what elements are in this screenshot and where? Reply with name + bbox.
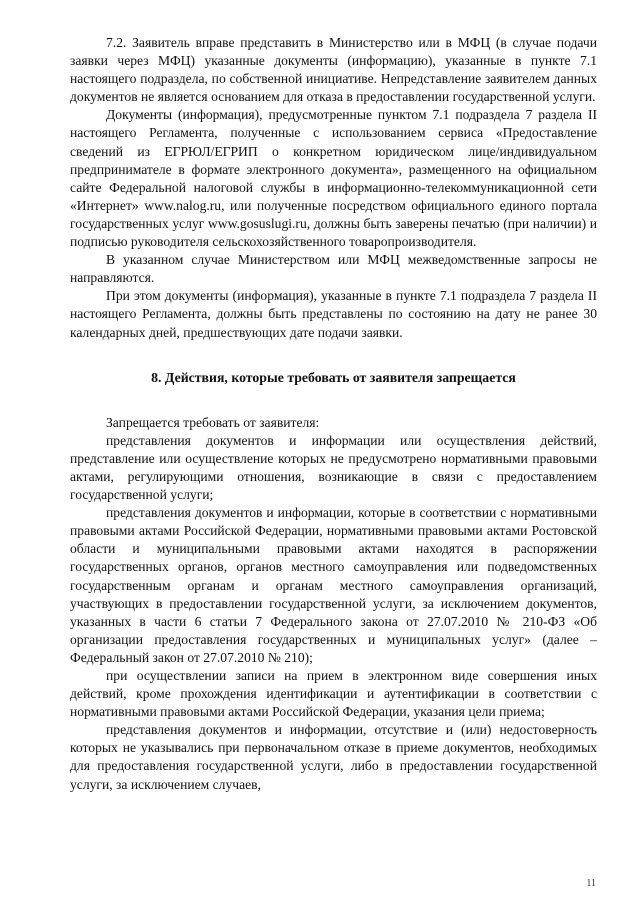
section-8-heading: 8. Действия, которые требовать от заявителя запрещается bbox=[151, 369, 516, 385]
document-body bbox=[70, 34, 597, 794]
paragraph-no-requests: В указанном случае Министерством или МФЦ межведомственные запросы не направляются. bbox=[70, 252, 597, 286]
paragraph-prohibited-item-1: представления документов и информации или осуществления действий, представление или осуществление которых не предусмотрено нормативными правовыми актами, регулирующими отношения, возникающие в связи с предоставлением государственной услуги; bbox=[70, 432, 597, 503]
paragraph-prohibited-item-4: представления документов и информации, отсутствие и (или) недостоверность которых не указывались при первоначальном отказе в приеме документов, необходимых для предоставления государственной услуги, либо в предоставлении государственной услуги, за исключением случаев, bbox=[70, 722, 597, 792]
paragraph-egrul-documents: Документы (информация), предусмотренные пунктом 7.1 подраздела 7 раздела II настоящего Регламента, полученные с использованием сервиса «Предоставление сведений из ЕГРЮЛ/ЕГРИП о конкретном юридическом лице/индивидуальном предпринимателе в формате электронного документа», размещенного на официальном сайте Федеральной налоговой службы в информационно-телекоммуникационной сети «Интернет» www.nalog.ru, или полученные посредством официального единого портала государственных услуг www.gosuslugi.ru, должны быть заверены печатью (при наличии) и подписью руководителя сельскохозяйственного товаропроизводителя. bbox=[70, 107, 597, 250]
paragraph-date-requirement: При этом документы (информация), указанные в пункте 7.1 подраздела 7 раздела II настоящего Регламента, должны быть представлены по состоянию на дату не ранее 30 календарных дней, предшествующих дате подачи заявки. bbox=[70, 288, 597, 340]
paragraph-7-2-intro: 7.2. Заявитель вправе представить в Министерство или в МФЦ (в случае подачи заявки через МФЦ) указанные документы (информацию), указанные в пункте 7.1 настоящего подраздела, по собственной инициативе. Непредставление заявителем данных документов не является основанием для отказа в предоставлении государственной услуги. bbox=[70, 35, 597, 105]
paragraph-prohibited-intro: Запрещается требовать от заявителя: bbox=[106, 414, 320, 430]
paragraph-prohibited-item-2: представления документов и информации, которые в соответствии с нормативными правовыми актами Российской Федерации, нормативными правовыми актами Ростовской области и муниципальными правовыми актами находятся в распоряжении государственных органов, органов местного самоуправления или подведомственных государственным органам и органам местного самоуправления организаций, участвующих в предоставлении государственной услуги, за исключением документов, указанных в части 6 статьи 7 Федерального закона от 27.07.2010 № 210-ФЗ «Об организации предоставления государственных и муниципальных услуг» (далее – Федеральный закон от 27.07.2010 № 210); bbox=[70, 505, 597, 665]
page-number: 11 bbox=[586, 878, 596, 889]
paragraph-prohibited-item-3: при осуществлении записи на прием в электронном виде совершения иных действий, кроме прохождения идентификации и аутентификации в соответствии с нормативными правовыми актами Российской Федерации, указания цели приема; bbox=[70, 668, 597, 720]
